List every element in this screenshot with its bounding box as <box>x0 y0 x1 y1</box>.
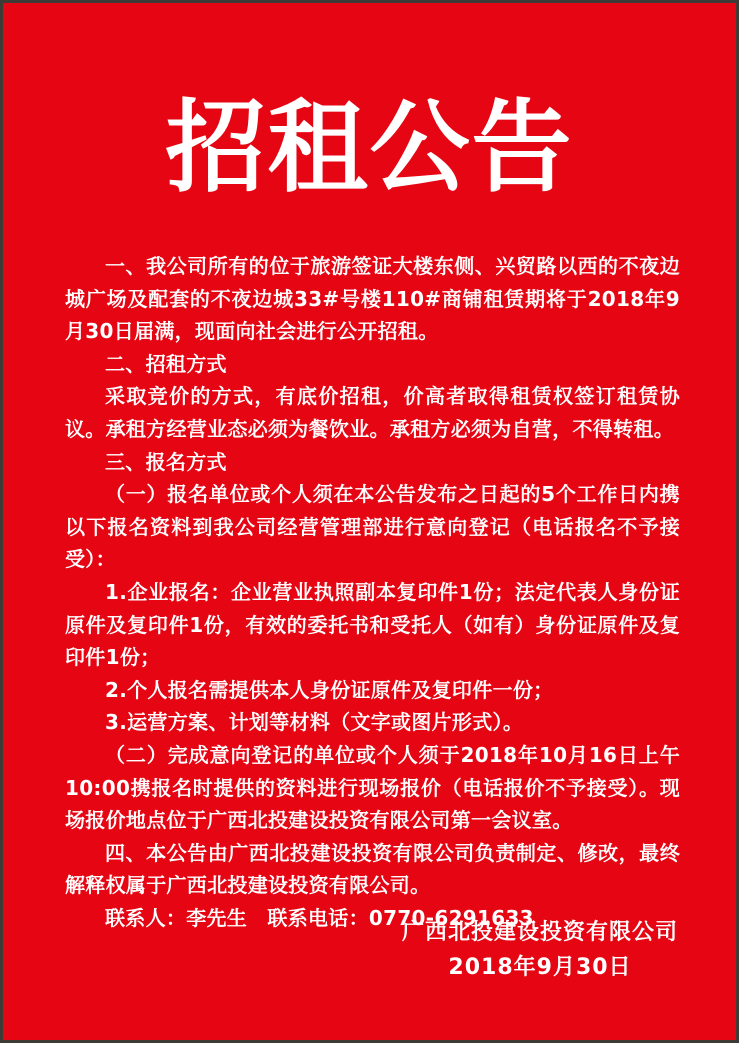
paragraph-registration-procedure: （一）报名单位或个人须在本公告发布之日起的5个工作日内携以下报名资料到我公司经营管理部进行意向登记（电话报名不予接受）： <box>65 482 680 572</box>
paragraph-individual-registration: 2.个人报名需提供本人身份证原件及复印件一份； <box>105 677 554 702</box>
signature-block <box>402 915 678 985</box>
signature-date: 2018年9月30日 <box>448 955 632 980</box>
announcement-body <box>65 250 680 934</box>
section-heading-rental-method: 二、招租方式 <box>105 351 227 376</box>
signature-company: 广西北投建设投资有限公司 <box>401 920 678 945</box>
paragraph-intro: 一、我公司所有的位于旅游签证大楼东侧、兴贸路以西的不夜边城广场及配套的不夜边城33#号楼110#商铺租赁期将于2018年9月30日届满，现面向社会进行公开招租。 <box>65 254 680 344</box>
paragraph-onsite-bidding: （二）完成意向登记的单位或个人须于2018年10月16日上午10:00携报名时提供的资料进行现场报价（电话报价不予接受）。现场报价地点位于广西北投建设投资有限公司第一会议室。 <box>65 742 680 833</box>
section-heading-registration: 三、报名方式 <box>105 449 227 474</box>
paragraph-operation-plan: 3.运营方案、计划等材料（文字或图片形式）。 <box>105 710 524 735</box>
contact-line: 联系人：李先生 联系电话：0770-6291633 <box>105 905 534 930</box>
paragraph-interpretation-rights: 四、本公告由广西北投建设投资有限公司负责制定、修改，最终解释权属于广西北投建设投资有限公司。 <box>65 840 680 898</box>
paragraph-rental-method: 采取竞价的方式，有底价招租，价高者取得租赁权签订租赁协议。承租方经营业态必须为餐饮业。承租方必须为自营，不得转租。 <box>65 384 680 441</box>
poster-title: 招租公告 <box>165 88 574 206</box>
paragraph-company-registration: 1.企业报名：企业营业执照副本复印件1份；法定代表人身份证原件及复印件1份，有效的委托书和受托人（如有）身份证原件及复印件1份； <box>65 579 680 670</box>
